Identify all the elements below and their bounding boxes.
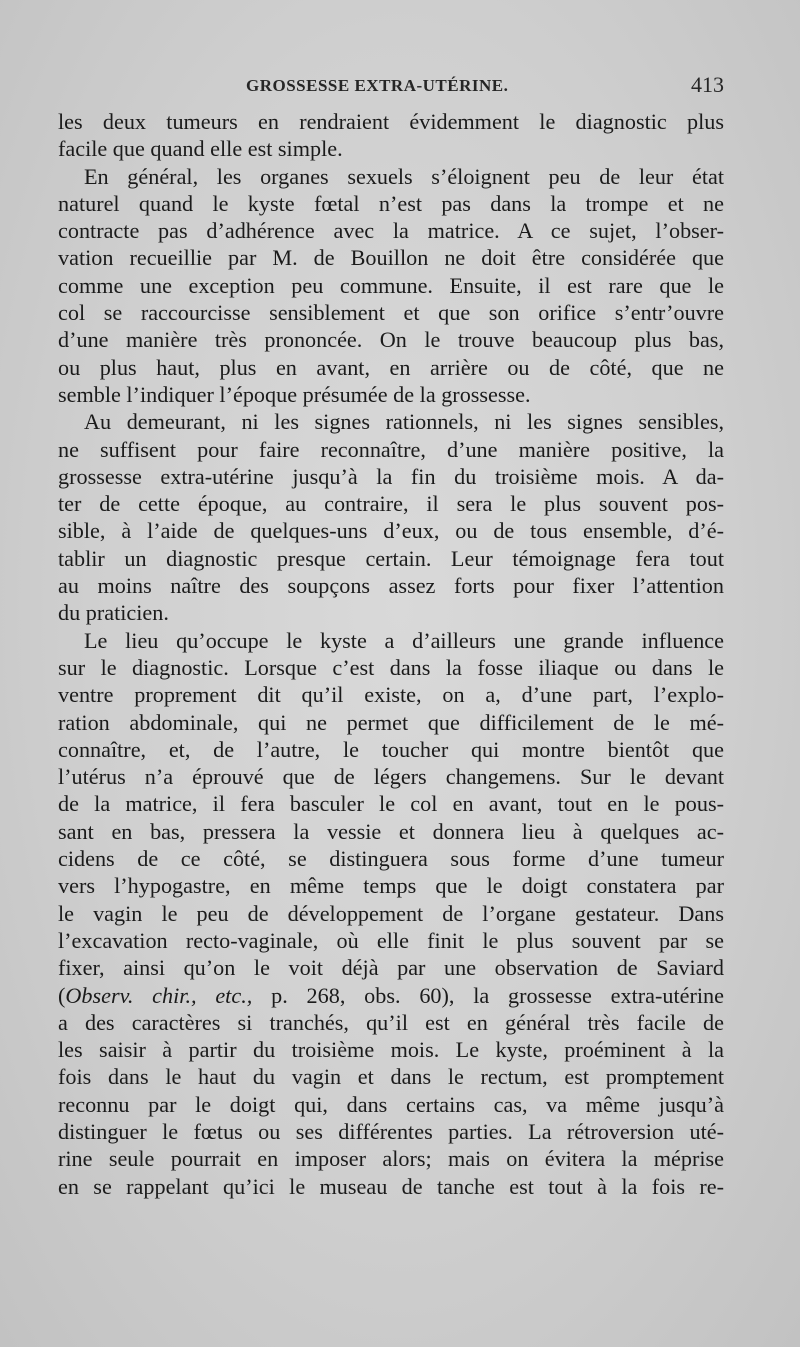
body-text [58, 108, 724, 1200]
text-line: l’excavation recto-vaginale, où elle finit le plus souvent par se [58, 927, 724, 953]
text-line: Le lieu qu’occupe le kyste a d’ailleurs une grande influence [84, 627, 724, 653]
text-line: vers l’hypogastre, en même temps que le doigt constatera par [58, 873, 724, 899]
running-title: GROSSESSE EXTRA-UTÉRINE. [246, 76, 509, 95]
text-line: grossesse extra-utérine jusqu’à la fin du troisième mois. A da- [58, 463, 724, 489]
text-line: facile que quand elle est simple. [58, 136, 343, 162]
page-number: 413 [691, 72, 724, 97]
text-line: vation recueillie par M. de Bouillon ne doit être considérée que [58, 245, 724, 271]
text-line: de la matrice, il fera basculer le col en avant, tout en le pous- [58, 791, 724, 817]
text-line: contracte pas d’adhérence avec la matrice. A ce sujet, l’obser- [58, 218, 724, 244]
text-line: col se raccourcisse sensiblement et que son orifice s’entr’ouvre [58, 300, 724, 326]
text-line: l’utérus n’a éprouvé que de légers changemens. Sur le devant [58, 764, 724, 790]
italic-citation: Observ. chir., etc., [65, 982, 253, 1008]
text-line: ter de cette époque, au contraire, il sera le plus souvent pos- [58, 491, 724, 517]
text-line: du praticien. [58, 600, 169, 626]
text-line: ne suffisent pour faire reconnaître, d’une manière positive, la [58, 436, 724, 462]
text-line: naturel quand le kyste fœtal n’est pas dans la trompe et ne [58, 190, 724, 216]
text-line: d’une manière très prononcée. On le trouve beaucoup plus bas, [58, 327, 724, 353]
text-line: cidens de ce côté, se distinguera sous forme d’une tumeur [58, 846, 724, 872]
text-line: rine seule pourrait en imposer alors; mais on évitera la méprise [58, 1146, 724, 1172]
text-line: En général, les organes sexuels s’éloignent peu de leur état [84, 163, 724, 189]
text-line: fois dans le haut du vagin et dans le rectum, est promptement [58, 1064, 724, 1090]
text-line: le vagin le peu de développement de l’organe gestateur. Dans [58, 900, 724, 926]
text-line: sant en bas, pressera la vessie et donnera lieu à quelques ac- [58, 818, 724, 844]
text-line: sible, à l’aide de quelques-uns d’eux, ou de tous ensemble, d’é- [58, 518, 724, 544]
text-line: les deux tumeurs en rendraient évidemment le diagnostic plus [58, 109, 724, 134]
text-line: comme une exception peu commune. Ensuite, il est rare que le [58, 272, 724, 298]
text-line: sur le diagnostic. Lorsque c’est dans la fosse iliaque ou dans le [58, 654, 724, 680]
text-line: (Observ. chir., etc., p. 268, obs. 60), la grossesse extra-utérine [58, 982, 724, 1008]
text-line: en se rappelant qu’ici le museau de tanche est tout à la fois re- [58, 1173, 724, 1199]
text-line: connaître, et, de l’autre, le toucher qui montre bientôt que [58, 736, 724, 762]
text-line: Au demeurant, ni les signes rationnels, ni les signes sensibles, [84, 409, 724, 435]
text-line: fixer, ainsi qu’on le voit déjà par une observation de Saviard [58, 955, 724, 981]
text-line: tablir un diagnostic presque certain. Leur témoignage fera tout [58, 545, 724, 571]
page-header [58, 72, 724, 104]
text-line: reconnu par le doigt qui, dans certains cas, va même jusqu’à [58, 1091, 724, 1117]
text-line: ou plus haut, plus en avant, en arrière ou de côté, que ne [58, 354, 724, 380]
text-line: semble l’indiquer l’époque présumée de la grossesse. [58, 381, 531, 407]
text-line: ration abdominale, qui ne permet que difficilement de le mé- [58, 709, 724, 735]
text-line: a des caractères si tranchés, qu’il est en général très facile de [58, 1009, 724, 1035]
text-line: au moins naître des soupçons assez forts pour fixer l’attention [58, 573, 724, 599]
text-line: distinguer le fœtus ou ses différentes parties. La rétroversion uté- [58, 1118, 724, 1144]
text-line: ventre proprement dit qu’il existe, on a, d’une part, l’explo- [58, 682, 724, 708]
text-line: les saisir à partir du troisième mois. Le kyste, proéminent à la [58, 1037, 724, 1063]
